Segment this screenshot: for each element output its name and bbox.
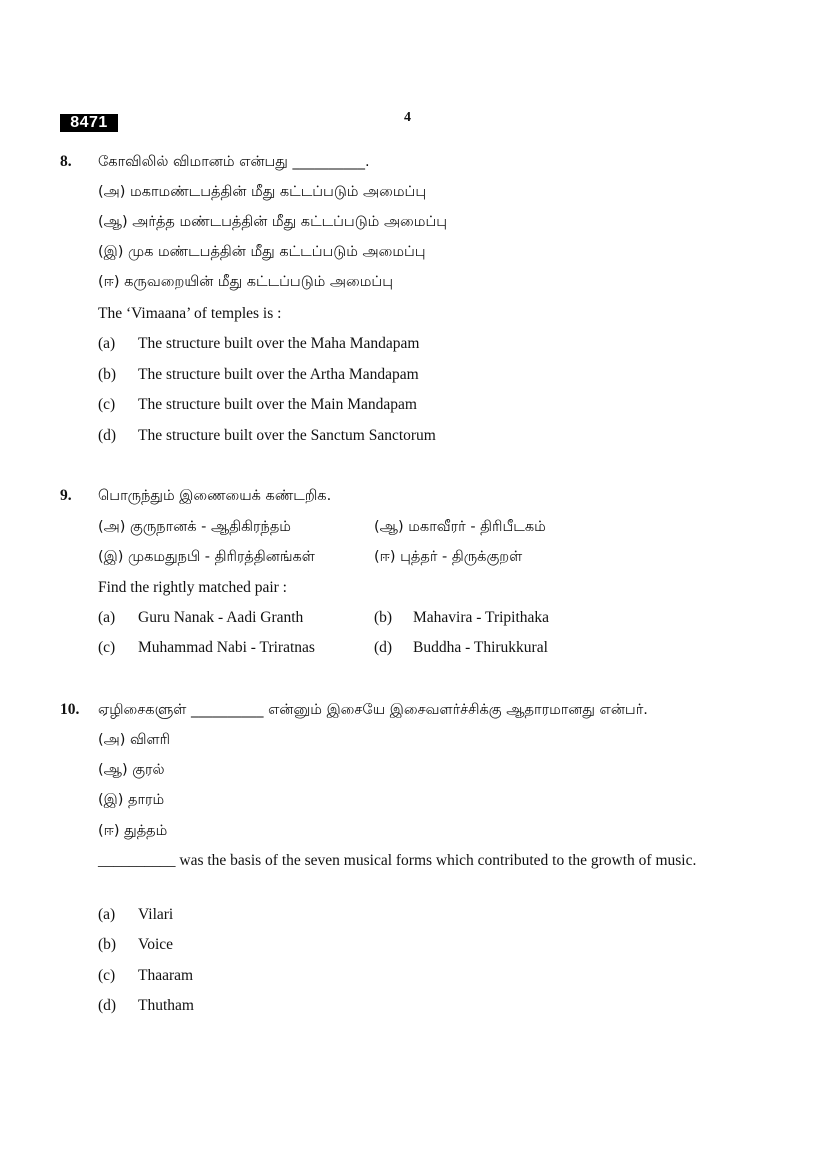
q10-tamil-option-1: (அ) விளரி <box>98 732 171 748</box>
q9-option-d-text: Buddha - Thirukkural <box>413 639 548 656</box>
q9-option-a-text: Guru Nanak - Aadi Granth <box>138 609 304 626</box>
q10-option-b-letter: (b) <box>98 936 117 953</box>
q8-english-question: The ‘Vimaana’ of temples is : <box>98 305 282 322</box>
q8-tamil-option-2: (ஆ) அர்த்த மண்டபத்தின் மீது கட்டப்படும் அமைப்பு <box>98 214 448 230</box>
q9-english-question: Find the rightly matched pair : <box>98 579 287 596</box>
q9-option-c-letter: (c) <box>98 639 116 656</box>
q10-option-b-text: Voice <box>138 936 174 953</box>
q9-option-a-letter: (a) <box>98 609 116 626</box>
q8-tamil-question: கோவிலில் விமானம் என்பது __________. <box>98 154 370 170</box>
page-number: 4 <box>404 110 411 125</box>
q10-english-question: __________ was the basis of the seven musical forms which contributed to the growth of music. <box>98 852 697 869</box>
q9-tamil-option-3: (இ) முகமதுநபி - திரிரத்தினங்கள் <box>98 549 315 565</box>
q8-tamil-option-1: (அ) மகாமண்டபத்தின் மீது கட்டப்படும் அமைப்பு <box>98 184 427 200</box>
q9-tamil-option-4: (ஈ) புத்தர் - திருக்குறள் <box>374 549 523 565</box>
q8-option-d-letter: (d) <box>98 427 117 444</box>
q9-tamil-option-1: (அ) குருநானக் - ஆதிகிரந்தம் <box>98 519 291 535</box>
q8-tamil-option-4: (ஈ) கருவறையின் மீது கட்டப்படும் அமைப்பு <box>98 274 394 290</box>
q10-tamil-option-2: (ஆ) குரல் <box>98 762 165 778</box>
paper-code-badge: 8471 <box>60 114 118 132</box>
q10-option-c-letter: (c) <box>98 967 116 984</box>
q9-option-b-text: Mahavira - Tripithaka <box>413 609 550 626</box>
q9-tamil-option-2: (ஆ) மகாவீரர் - திரிபீடகம் <box>374 519 546 535</box>
q9-option-c-text: Muhammad Nabi - Triratnas <box>138 639 315 656</box>
q10-option-a-text: Vilari <box>138 906 174 923</box>
q8-option-d-text: The structure built over the Sanctum Sanctorum <box>138 427 436 444</box>
q10-option-d-text: Thutham <box>138 997 194 1014</box>
q9-tamil-question: பொருந்தும் இணையைக் கண்டறிக. <box>98 488 332 504</box>
q8-option-b-letter: (b) <box>98 366 117 383</box>
q10-tamil-option-4: (ஈ) துத்தம் <box>98 823 168 839</box>
q10-option-a-letter: (a) <box>98 906 116 923</box>
q9-option-d-letter: (d) <box>374 639 393 656</box>
q8-tamil-option-3: (இ) முக மண்டபத்தின் மீது கட்டப்படும் அமைப்பு <box>98 244 426 260</box>
q8-option-a-text: The structure built over the Maha Mandapam <box>138 335 420 352</box>
q9-option-b-letter: (b) <box>374 609 393 626</box>
q10-tamil-question: ஏழிசைகளுள் __________ என்னும் இசையே இசைவளர்ச்சிக்கு ஆதாரமானது என்பர். <box>98 702 648 718</box>
q10-number: 10. <box>60 701 80 718</box>
q8-option-c-letter: (c) <box>98 396 116 413</box>
q10-tamil-option-3: (இ) தாரம் <box>98 792 165 808</box>
q10-option-c-text: Thaaram <box>138 967 194 984</box>
q8-option-b-text: The structure built over the Artha Mandapam <box>138 366 419 383</box>
q8-option-a-letter: (a) <box>98 335 116 352</box>
q10-option-d-letter: (d) <box>98 997 117 1014</box>
q8-option-c-text: The structure built over the Main Mandapam <box>138 396 417 413</box>
q9-number: 9. <box>60 487 72 504</box>
q8-number: 8. <box>60 153 72 170</box>
